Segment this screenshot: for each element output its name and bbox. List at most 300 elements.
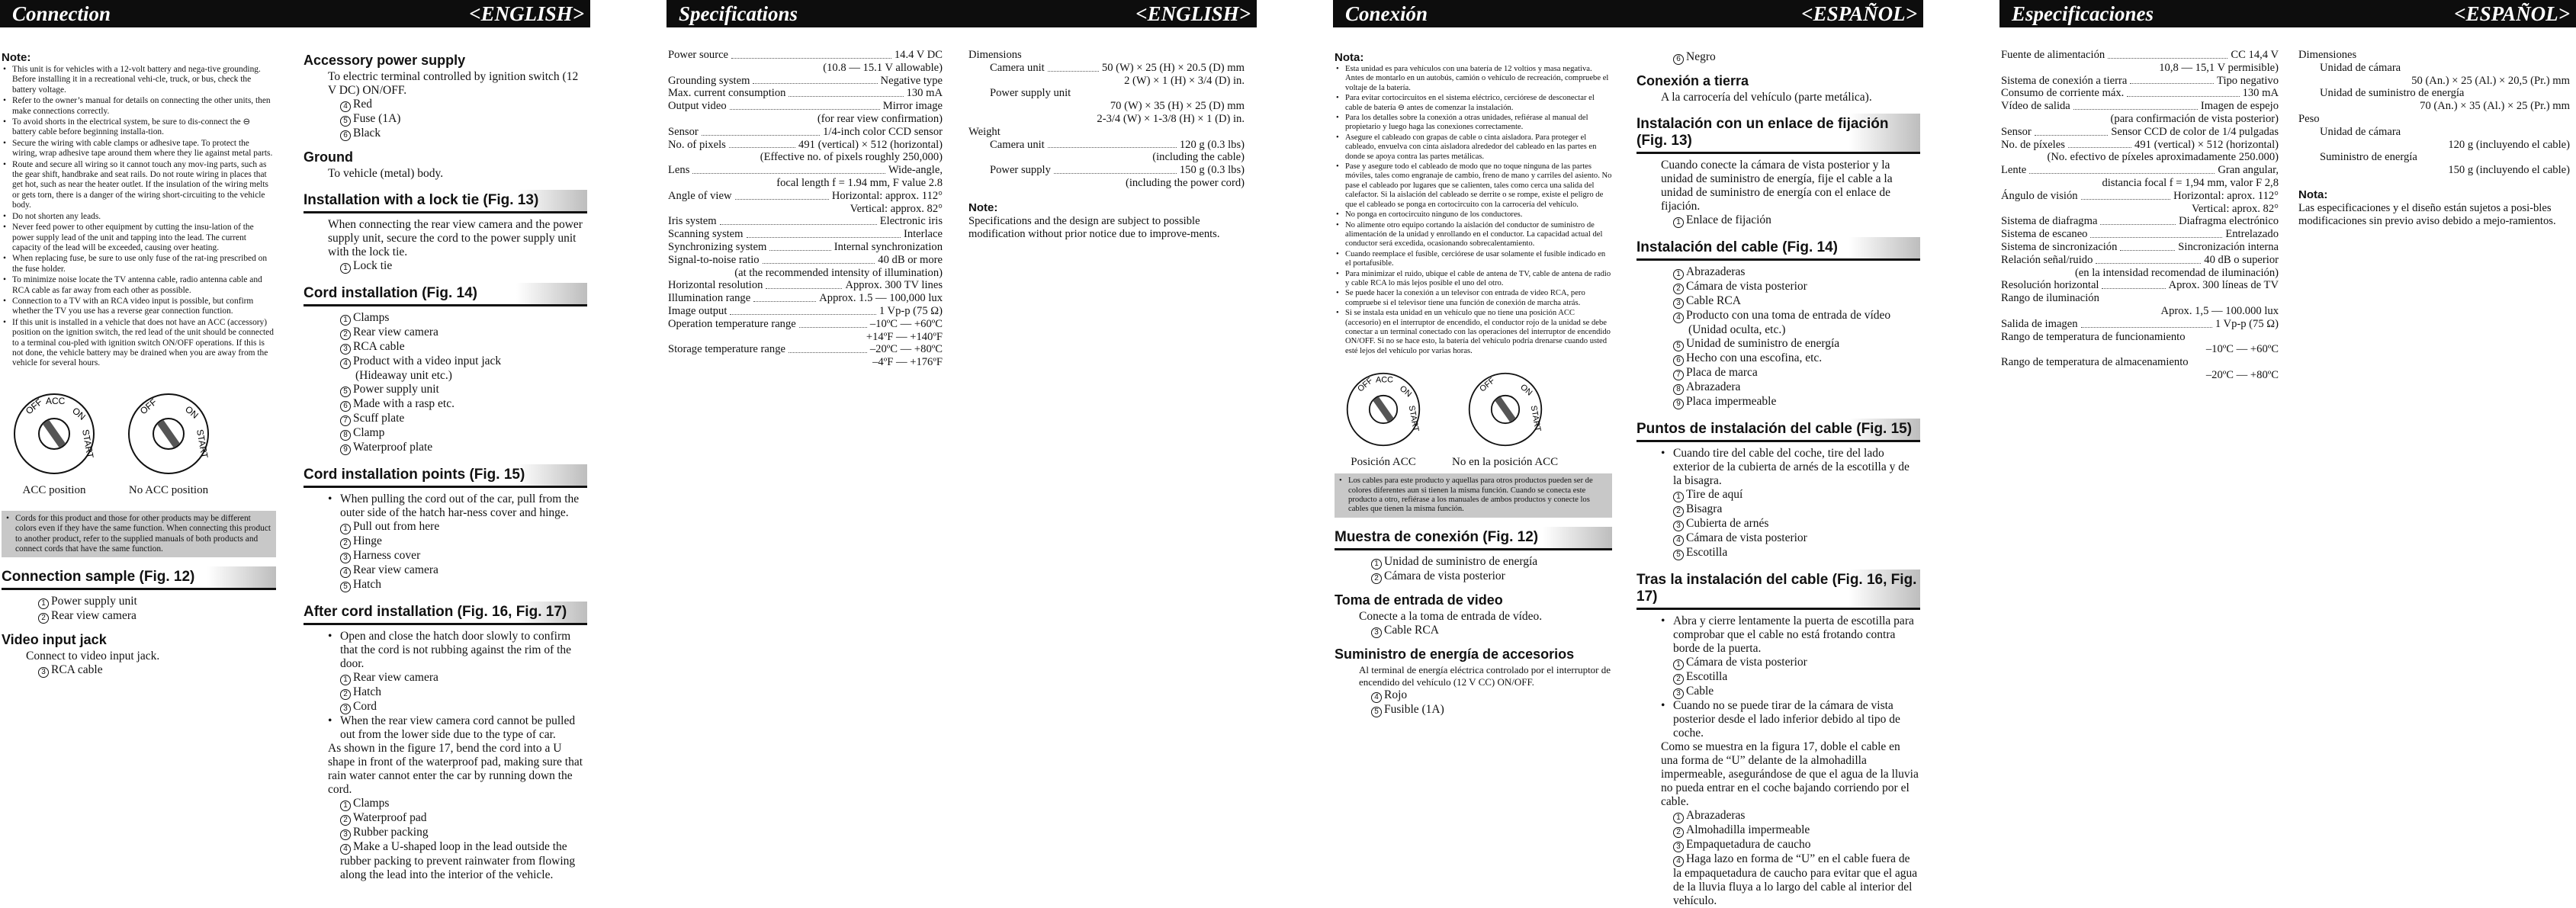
spec-column-right [2298,49,2570,382]
spec-value: –20ºC — +80ºC [2205,368,2279,381]
item-number: 4 [340,567,351,578]
ignition-switch-icon [1345,371,1421,448]
lock-tie-text: Cuando conecte la cámara de vista posterior y la unidad de suministro de energía, fije el cable a la unidad de suministro de energía con el enlace de fijación. [1661,159,1893,213]
spec-row [2001,62,2279,75]
lock-tie-item [1636,213,1920,228]
item-text: Cord [353,700,377,713]
after-cord-list-2 [1636,809,1920,908]
spec-row [668,203,943,216]
item-number: 1 [340,315,351,326]
weight-list [968,139,1245,190]
after-cord-paragraph: Como se muestra en la figura 17, doble el cable en una forma de “U” delante de la almohadilla impermeable, asegurándose de que el agua de la lluvia no pueda entrar en el coche bajando corriendo por el cable. [1661,740,1919,808]
spec-dots [2127,87,2239,97]
item-number: 1 [340,675,351,685]
spec-value: 70 (W) × 35 (H) × 25 (D) mm [1110,100,1245,113]
spec-row [668,49,943,62]
spec-key: No. of pixels [668,138,726,151]
item-text: (Unidad oculta, etc.) [1688,323,1786,336]
heading-video-input: Video input jack [2,632,107,648]
item-number: 4 [1673,856,1684,867]
spec-row [990,87,1245,100]
item-text: Escotilla [1686,670,1728,683]
spec-row [990,151,1245,164]
spec-value: Tipo negativo [2217,74,2279,87]
item-number: 2 [340,815,351,826]
item-text: Product with a video input jack [353,355,502,367]
cords-note-text: • Cords for this product and those for other products may be different colors even if they have the same function. When connecting this product to another product, refer to the supplied manuals of both products and connect cords that have the same function. [6,514,271,555]
item-number: 1 [1673,217,1684,228]
page-title: Specifications [679,2,798,25]
spec-row [2001,292,2279,305]
ignition-switch-icon [12,392,96,476]
dimensions-list [968,62,1245,126]
list-item [304,326,587,340]
list-item [1335,703,1612,717]
spec-value: –20ºC — +80ºC [869,343,943,356]
item-text: Clamps [353,311,390,324]
item-text: Rear view camera [353,563,438,576]
list-item [304,826,587,840]
page-title: Especificaciones [2012,2,2154,25]
no-acc-position-caption: No ACC position [128,483,209,496]
heading-after-cord: After cord installation (Fig. 16, Fig. 17) [304,602,587,625]
item-text: Waterproof plate [353,441,433,454]
list-item [1335,570,1612,584]
svg-text:ACC: ACC [1376,375,1393,385]
list-item [304,563,587,578]
spec-row [2320,139,2570,152]
item-text: Rear view camera [51,609,137,623]
item-number: 5 [340,387,351,397]
column-right [304,49,587,882]
note-item: • Para minimizar el ruido, ubique el cable de antena de TV, cable de antena de radio y cable RCA lo más lejos posible el uno del otro. [1335,270,1612,289]
spec-row [668,254,943,267]
list-item [304,840,587,882]
spec-value: Interlace [903,228,943,241]
language-label: <ENGLISH> [469,2,584,25]
svg-text:ON: ON [1518,383,1534,398]
spec-value: Sensor CCD de color de 1/4 pulgadas [2111,125,2279,138]
spec-dots [2096,254,2201,264]
spec-dots [2120,241,2175,251]
item-number: 5 [1673,341,1684,351]
note-item: • To minimize noise locate the TV antenna cable, radio antenna cable and RCA cable as far away from each other as possible. [2,275,276,296]
note-item: • Se puede hacer la conexión a un televisor con entrada de video RCA, pero compruebe si el televisor tiene una función de conexión de marcha atrás. [1335,289,1612,308]
item-number: 3 [1371,627,1382,638]
heading-ground: Conexión a tierra [1636,73,1749,88]
list-item [1636,546,1920,560]
list-item [2,595,276,609]
item-text: RCA cable [51,663,103,677]
spec-key: Relación señal/ruido [2001,253,2093,266]
item-text: Escotilla [1686,546,1728,559]
spec-row [668,139,943,152]
svg-text:OFF: OFF [1356,376,1375,394]
spec-value: Vertical: aprox. 82° [2191,202,2279,215]
svg-text:ON: ON [1397,383,1414,399]
spec-key: Lens [668,164,690,177]
spec-dots [692,164,885,174]
spec-key: Max. current consumption [668,87,786,100]
list-item [1636,531,1920,546]
spec-row [668,190,943,203]
item-text: Placa de marca [1686,366,1758,379]
note-item: • Si se instala esta unidad en un vehículo que no tiene una posición ACC (accesorio) en el interruptor de encendido, el conductor rojo de la unidad se debe conectar a un terminal conectado con las operaciones del interruptor de encendido ON/OFF. Si no se hace esto, la batería del vehículo podría drenarse cuando usted esté lejos del vehículo por varias horas. [1335,309,1612,356]
spec-dots [2035,126,2109,136]
spec-value: Horizontal: approx. 112° [831,189,943,202]
spec-row [2001,305,2279,318]
item-number: 3 [340,553,351,563]
spec-dots [763,254,875,264]
item-text: Enlace de fijación [1686,213,1771,226]
item-number: 9 [1673,399,1684,409]
list-item [1335,555,1612,570]
spec-value: –10ºC — +60ºC [869,317,943,330]
spec-row [990,62,1245,75]
list-item [1636,50,1920,65]
item-text: Power supply unit [353,383,439,396]
heading-accessory-power: Accessory power supply [304,53,466,68]
item-number: 2 [1673,506,1684,517]
column-left [0,49,276,882]
item-text: Placa impermeable [1686,395,1777,408]
item-number: 3 [1673,298,1684,309]
list-item [1335,688,1612,703]
spec-dots [769,241,830,251]
page-specifications-en [666,0,1257,895]
spec-row [2001,177,2279,190]
after-cord-list-2 [304,797,587,882]
spec-row [668,241,943,254]
item-text: Rear view camera [353,326,438,338]
spec-row [2001,49,2279,62]
spec-row [668,305,943,318]
spec-row [2001,164,2279,177]
spec-dots [730,100,880,110]
spec-value: (10.8 — 15.1 V allowable) [823,61,943,74]
item-text: Cámara de vista posterior [1686,656,1807,669]
heading-cord-installation: Cord installation (Fig. 14) [304,283,587,306]
note-item: • Asegure el cableado con grapas de cable o cinta aisladora. Para proteger el cableado, envuelva con cinta aisladora alrededor del cableado en las partes en donde se apoya contra las partes metálicas. [1335,133,1612,162]
spec-row [668,228,943,241]
after-cord-paragraph: As shown in the figure 17, bend the cord into a U shape in front of the waterproof pad, making sure that rain water cannot enter the car by running down the cord. [328,742,583,796]
spec-value: Approx. 1.5 — 100,000 lux [819,292,943,305]
item-text: Make a U-shaped loop in the lead outside the rubber packing to prevent rainwater from flowing along the lead into the interior of the vehicle. [340,840,576,881]
no-acc-position-caption: No en la posición ACC [1452,456,1559,469]
spec-value: –10ºC — +60ºC [2205,343,2279,356]
spec-key: Sistema de diafragma [2001,215,2098,228]
spec-key: Resolución horizontal [2001,279,2099,292]
after-cord-list-1 [304,671,587,714]
list-item [2,609,276,624]
item-number: 1 [38,598,49,609]
after-cord-bullet-2: • When the rear view camera cord cannot be pulled out from the lower side due to the type of car. [328,714,587,742]
spec-value: Internal synchronization [834,240,943,253]
spec-dots [2081,190,2171,200]
heading-video-input: Toma de entrada de video [1335,592,1503,608]
cord-points-bullet: • Cuando tire del cable del coche, tire del lado exterior de la cubierta de arnés de la escotilla y de la bisagra. [1661,447,1920,488]
note-label: Nota: [1335,51,1364,64]
spec-value: 40 dB o superior [2204,253,2279,266]
spec-dots [730,305,875,315]
spec-key: Output video [668,100,727,113]
spec-key: Salida de imagen [2001,317,2078,330]
spec-row [2320,100,2570,113]
acc-position-caption: Posición ACC [1351,456,1416,469]
spec-row [668,356,943,369]
spec-row [2320,164,2570,177]
note-item: • No alimente otro equipo cortando la aislación del conductor de suministro de alimentación de la unidad y enrollando en el conductor. La capacidad actual del conductor será excedida, ocasionando sobrecalentamiento. [1335,221,1612,249]
item-text: RCA cable [353,340,405,353]
spec-dots [753,75,877,85]
page-header [0,0,590,27]
spec-key: Fuente de alimentación [2001,49,2105,61]
spec-row [2001,356,2279,369]
item-number: 4 [340,358,351,369]
lock-tie-item [304,259,587,274]
spec-row [2320,75,2570,88]
item-number: 5 [340,582,351,592]
spec-row [2001,241,2279,254]
item-number: 9 [340,444,351,455]
item-number: 3 [1673,842,1684,852]
note-item: • Para evitar cortocircuitos en el sistema eléctrico, cerciórese de desconectar el cable de batería ⊖ antes de comenzar la instalación. [1335,94,1612,113]
weight-label: Weight [968,125,1001,138]
spec-key: Iris system [668,215,717,228]
item-text: Harness cover [353,549,421,562]
note-item: • When replacing fuse, be sure to use only fuse of the rat-ing prescribed on the fuse holder. [2,254,276,274]
spec-value: distancia focal f = 1,94 mm, valor F 2,8 [2102,176,2279,189]
spec-value: (including the power cord) [1125,176,1245,189]
note-label: Note: [2,51,31,64]
note-item: • Do not shorten any leads. [2,212,276,222]
list-item [304,355,587,369]
note-item: • Esta unidad es para vehículos con una batería de 12 voltios y masa negativa. Antes de montarlo en un autobús, camión o vehículo de recreación, compruebe el voltaje de la batería. [1335,65,1612,93]
item-number: 3 [38,667,49,678]
spec-value: –4ºF — +176ºF [872,356,943,369]
acc-figure [12,392,96,497]
list-item [1636,323,1920,337]
spec-key: Consumo de corriente máx. [2001,87,2125,100]
item-number: 1 [1673,659,1684,670]
spec-key: Camera unit [990,138,1045,151]
spec-key: Suministro de energía [2320,151,2417,164]
item-number: 3 [340,704,351,714]
spec-key: Rango de iluminación [2001,292,2099,305]
spec-row [990,139,1245,152]
item-text: Waterproof pad [353,811,427,824]
item-text: Cámara de vista posterior [1384,569,1505,582]
spec-dots [747,228,901,238]
spec-row [2001,331,2279,344]
item-text: Abrazaderas [1686,265,1746,278]
list-item [1636,517,1920,531]
item-text: Bisagra [1686,502,1723,515]
note-item: • Route and secure all wiring so it cannot touch any mov-ing parts, such as the gear shift, handbrake and seat rails. Do not route wiring in places that get hot, such as near the heater outlet. If the insulation of the wiring melts or gets torn, there is a danger of the wiring short-circuiting to the vehicle body. [2,160,276,211]
cord-installation-list [304,311,587,455]
note-item: • Pase y asegure todo el cableado de modo que no toque ninguna de las partes móviles, tales como engranaje de cambio, freno de mano y carriles del asiento. No pase el cableado por lugares que se calienten, tales como cerca una salida del calefactor. Si la aislación del cableado se derrite o se rompe, existe el peligro de que el cableado se ponga en cortocircuito con la carrocería del vehículo. [1335,162,1612,210]
spec-row [990,177,1245,190]
list-item [304,340,587,355]
spec-key: Power supply [990,164,1051,177]
accessory-power-text: To electric terminal controlled by ignition switch (12 V DC) ON/OFF. [328,70,579,97]
spec-row [2001,267,2279,280]
spec-row [668,100,943,113]
video-input-item [1335,624,1612,638]
accessory-power-items [1335,688,1612,717]
spec-key: Camera unit [990,61,1045,74]
spec-value: Negative type [880,74,943,87]
item-text: Cable RCA [1686,294,1741,307]
note-item: • To avoid shorts in the electrical system, be sure to dis-connect the ⊖ battery cable before beginning installa-tion. [2,117,276,138]
heading-ground: Ground [304,149,353,165]
spec-key: Sistema de escaneo [2001,228,2088,241]
note-item: • Refer to the owner’s manual for details on connecting the other units, then make connections correctly. [2,96,276,117]
spec-row [668,113,943,126]
list-item [304,578,587,592]
item-text: Red [353,98,372,111]
svg-text:OFF: OFF [137,396,159,417]
spec-row [990,164,1245,177]
list-item [304,549,587,563]
spec-dots [789,87,903,97]
spec-key: Signal-to-noise ratio [668,253,760,266]
svg-text:OFF: OFF [23,396,45,417]
svg-text:START: START [1528,405,1543,433]
spec-value: 130 mA [906,87,943,100]
spec-key: Synchronizing system [668,240,767,253]
item-number: 3 [340,344,351,355]
spec-row [990,75,1245,88]
page-title: Conexión [1345,2,1428,25]
spec-key: Rango de temperatura de funcionamiento [2001,330,2186,343]
spec-value: Imagen de espejo [2200,100,2279,113]
spec-key: Unidad de cámara [2320,125,2401,138]
spec-dots [799,318,867,328]
list-item [1636,823,1920,838]
note-item: • No ponga en cortocircuito ninguno de los conductores. [1335,210,1612,220]
spec-value: Diafragma electrónico [2179,215,2279,228]
spec-value: 10,8 — 15,1 V permisible) [2159,61,2279,74]
list-item [304,397,587,412]
spec-value: 150 g (0.3 lbs) [1179,164,1245,177]
list-item [304,112,587,127]
spec-value: 50 (An.) × 25 (Al.) × 20,5 (Pr.) mm [2411,74,2570,87]
item-text: Producto con una toma de entrada de vídeo [1686,309,1891,322]
item-text: Abrazadera [1686,380,1741,393]
spec-key: Lente [2001,164,2027,177]
note-text: Las especificaciones y el diseño están sujetos a posi-bles modificaciones sin previo aviso debido a mejo-ramientos. [2298,201,2556,227]
list-item [1636,488,1920,502]
list-item [1636,366,1920,380]
spec-dots [2081,318,2212,328]
item-text: Scuff plate [353,412,405,425]
list-item [304,127,587,141]
cords-note-text: • Los cables para este producto y aquellas para otros productos pueden ser de colores diferentes aun si tienen la misma función. Cuando se conecta este producto a otro, refiérase a los manuales de ambos productos y conecte los cables que tienen la misma función. [1339,476,1608,515]
list-item [304,534,587,549]
accessory-power-text: Al terminal de energía eléctrica controlado por el interruptor de encendido del vehículo (12 V CC) ON/OFF. [1359,663,1611,688]
item-number: 3 [340,829,351,840]
spec-dots [2108,49,2228,59]
item-text: Almohadilla impermeable [1686,823,1810,836]
spec-value: 14.4 V DC [894,49,943,61]
spec-value: 150 g (incluyendo el cable) [2448,164,2570,177]
list-item [1636,265,1920,280]
spec-row [668,164,943,177]
weight-list [2298,126,2570,177]
accessory-power-items [304,98,587,141]
spec-row [2320,126,2570,139]
note-item: • Secure the wiring with cable clamps or adhesive tape. To protect the wiring, wrap adhesive tape around them where they lie against metal parts. [2,139,276,159]
item-number: 2 [1673,827,1684,838]
spec-dots [720,215,877,225]
note-label: Nota: [2298,188,2328,201]
item-text: Unidad de suministro de energía [1686,337,1840,350]
spec-key: Sensor [668,125,699,138]
list-item [1335,624,1612,638]
item-text: Pull out from here [353,520,440,533]
list-item [304,369,587,383]
ignition-switch-icon [127,392,210,476]
item-number: 2 [38,613,49,624]
spec-key: Scanning system [668,228,744,241]
spec-value: (for rear view confirmation) [817,112,943,125]
item-text: Hatch [353,578,382,591]
spec-row [668,215,943,228]
spec-key: Horizontal resolution [668,279,763,292]
spec-value: Aprox. 300 líneas de TV [2168,279,2279,292]
item-text: Cámara de vista posterior [1686,531,1807,544]
spec-list [1999,49,2279,382]
cord-points-list [304,520,587,592]
note-item: • Never feed power to other equipment by cutting the insu-lation of the power supply lead of the unit and tapping into the lead. The current capacity of the lead will be exceeded, causing over heating. [2,223,276,253]
spec-value: 1 Vp-p (75 Ω) [2215,317,2279,330]
list-item [1636,380,1920,395]
spec-value: CC 14,4 V [2231,49,2279,61]
spec-dots [1054,164,1177,174]
spec-dots [2100,215,2176,225]
spec-row [2001,151,2279,164]
language-label: <ESPAÑOL> [1801,2,1917,25]
item-text: Haga lazo en forma de “U” en el cable fuera de la empaquetadura de caucho para evitar que el agua de la lluvia fluya a lo largo del cable al interior del vehículo. [1673,852,1918,907]
spec-row [2001,343,2279,356]
list-item [2,663,276,678]
item-text: Hinge [353,534,382,547]
spec-row [668,177,943,190]
item-number: 4 [1673,313,1684,323]
lock-tie-text: When connecting the rear view camera and the power supply unit, secure the cord to the power supply unit with the lock tie. [328,218,583,258]
heading-lock-tie: Installation with a lock tie (Fig. 13) [304,190,587,213]
no-acc-figure [127,392,210,497]
page-especificaciones-es [1999,0,2576,895]
item-text: Clamp [353,426,385,439]
acc-figure [1345,371,1421,469]
list-item [1636,838,1920,852]
item-number: 8 [1673,384,1684,395]
page-header [1999,0,2576,27]
weight-label: Peso [2298,112,2320,125]
ground-text: To vehicle (metal) body. [328,167,444,180]
item-text: Rear view camera [353,671,438,684]
cords-gray-note [1335,473,1612,518]
ground-text: A la carrocería del vehículo (parte metálica). [1661,91,1872,104]
dimensions-list [2298,62,2570,113]
svg-text:ON: ON [70,405,88,422]
item-number: 6 [1673,54,1684,65]
item-number: 8 [340,430,351,441]
spec-row [668,318,943,331]
spec-value: 40 dB or more [878,253,943,266]
